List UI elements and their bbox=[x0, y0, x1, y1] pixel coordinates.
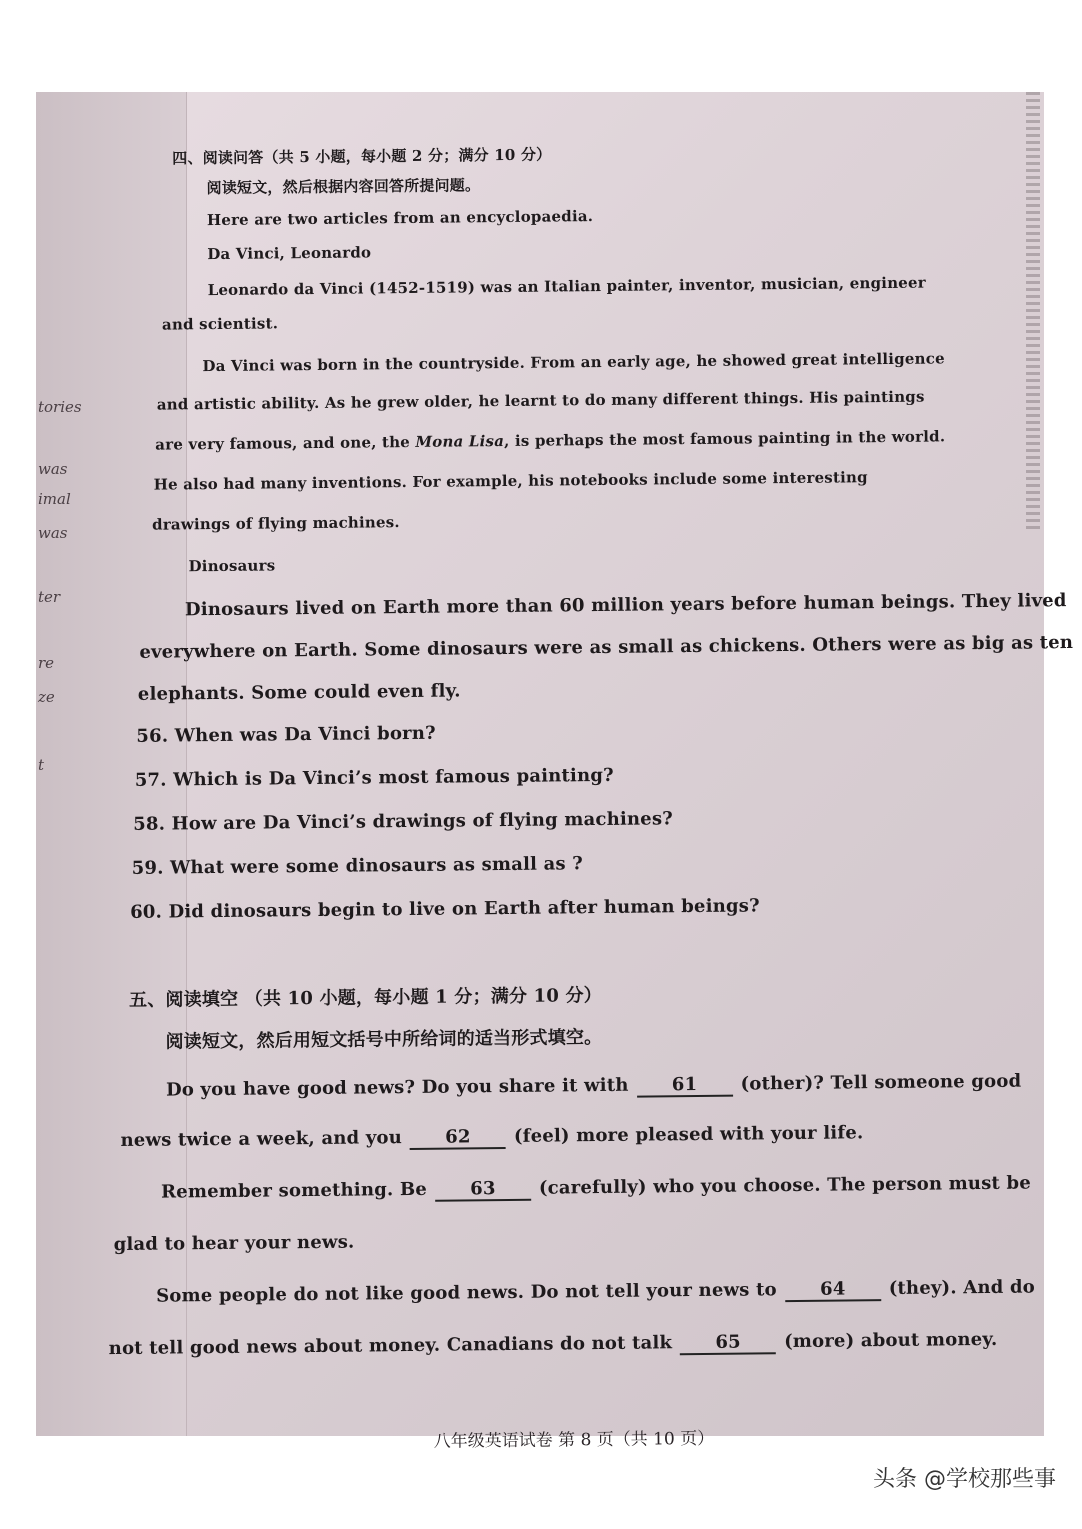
blank-61[interactable]: 61 bbox=[636, 1074, 732, 1098]
cloze-text: Remember something. Be bbox=[160, 1178, 428, 1203]
cloze-line bbox=[166, 1071, 1022, 1103]
article1-text: He also had many inventions. For example, his notebooks include some interesting bbox=[153, 468, 868, 494]
blank-64[interactable]: 64 bbox=[785, 1278, 881, 1302]
article1-text: and artistic ability. As he grew older, he learnt to do many different things. His paintings bbox=[156, 387, 925, 414]
exam-photo bbox=[36, 92, 1074, 1452]
section5-instruction: 阅读短文，然后用短文括号中所给词的适当形式填空。 bbox=[165, 1026, 603, 1053]
article2-title: Dinosaurs bbox=[188, 556, 276, 576]
question-60: 60. Did dinosaurs begin to live on Earth after human beings? bbox=[130, 895, 760, 923]
edge-fragment: ter bbox=[38, 588, 61, 606]
edge-fragment: ze bbox=[38, 688, 55, 706]
article1-title: Da Vinci, Leonardo bbox=[207, 243, 372, 264]
section5-heading: 五、阅读填空 （共 10 小题，每小题 1 分；满分 10 分） bbox=[128, 985, 603, 1011]
article2-text: everywhere on Earth. Some dinosaurs were as small as chickens. Others were as big as ten bbox=[139, 632, 1074, 663]
section4-intro: Here are two articles from an encyclopaedia. bbox=[206, 207, 594, 230]
article1-text: drawings of flying machines. bbox=[151, 513, 400, 534]
question-58: 58. How are Da Vinci’s drawings of flying machines? bbox=[133, 808, 674, 835]
binding-perforation bbox=[1026, 92, 1040, 532]
article2-text: Dinosaurs lived on Earth more than 60 million years before human beings. They lived bbox=[184, 590, 1067, 621]
edge-fragment: tories bbox=[38, 398, 82, 416]
edge-fragment: was bbox=[38, 524, 68, 542]
question-56: 56. When was Da Vinci born? bbox=[136, 722, 436, 747]
painting-title: Mona Lisa bbox=[415, 431, 505, 451]
edge-fragment: t bbox=[38, 756, 45, 774]
cloze-text: (other)? Tell someone good bbox=[740, 1070, 1022, 1095]
cloze-line bbox=[109, 1329, 998, 1361]
blank-63[interactable]: 63 bbox=[435, 1178, 531, 1202]
cloze-text: news twice a week, and you bbox=[120, 1127, 403, 1152]
blank-65[interactable]: 65 bbox=[680, 1331, 776, 1355]
watermark: 头条 @学校那些事 bbox=[873, 1467, 1056, 1492]
section4-heading: 四、阅读问答（共 5 小题，每小题 2 分；满分 10 分） bbox=[172, 145, 552, 168]
section4-instruction: 阅读短文，然后根据内容回答所提问题。 bbox=[206, 176, 481, 198]
edge-fragment: was bbox=[38, 460, 68, 478]
question-57: 57. Which is Da Vinci’s most famous painting? bbox=[134, 764, 614, 791]
article1-text-part: are very famous, and one, the bbox=[155, 432, 416, 454]
exam-page bbox=[108, 125, 1074, 1452]
question-59: 59. What were some dinosaurs as small as ? bbox=[131, 853, 584, 879]
cloze-text: (feel) more pleased with your life. bbox=[513, 1122, 864, 1147]
cloze-text: Do you have good news? Do you share it with bbox=[165, 1074, 629, 1101]
article1-text: Leonardo da Vinci (1452-1519) was an Italian painter, inventor, musician, engineer bbox=[207, 273, 926, 300]
cloze-text: (more) about money. bbox=[784, 1328, 998, 1353]
cloze-text: (carefully) who you choose. The person must be bbox=[538, 1172, 1032, 1199]
cloze-text: not tell good news about money. Canadians do not talk bbox=[108, 1332, 673, 1360]
blank-62[interactable]: 62 bbox=[410, 1126, 506, 1150]
article2-text: elephants. Some could even fly. bbox=[137, 680, 461, 705]
article1-text: Da Vinci was born in the countryside. From an early age, he showed great intelligence bbox=[202, 349, 945, 376]
article1-text bbox=[155, 427, 945, 453]
cloze-text: Some people do not like good news. Do not tell your news to bbox=[156, 1279, 777, 1307]
cloze-line: glad to hear your news. bbox=[113, 1231, 355, 1256]
edge-fragment: re bbox=[38, 654, 55, 672]
cloze-line bbox=[156, 1276, 1035, 1308]
cloze-line bbox=[161, 1173, 1031, 1205]
page-footer: 八年级英语试卷 第 8 页（共 10 页） bbox=[433, 1428, 715, 1452]
cloze-line bbox=[120, 1122, 863, 1153]
edge-fragment: imal bbox=[38, 490, 71, 508]
article1-text-part: , is perhaps the most famous painting in the world. bbox=[503, 427, 946, 450]
cloze-text: (they). And do bbox=[888, 1276, 1036, 1300]
article1-text: and scientist. bbox=[161, 314, 279, 334]
